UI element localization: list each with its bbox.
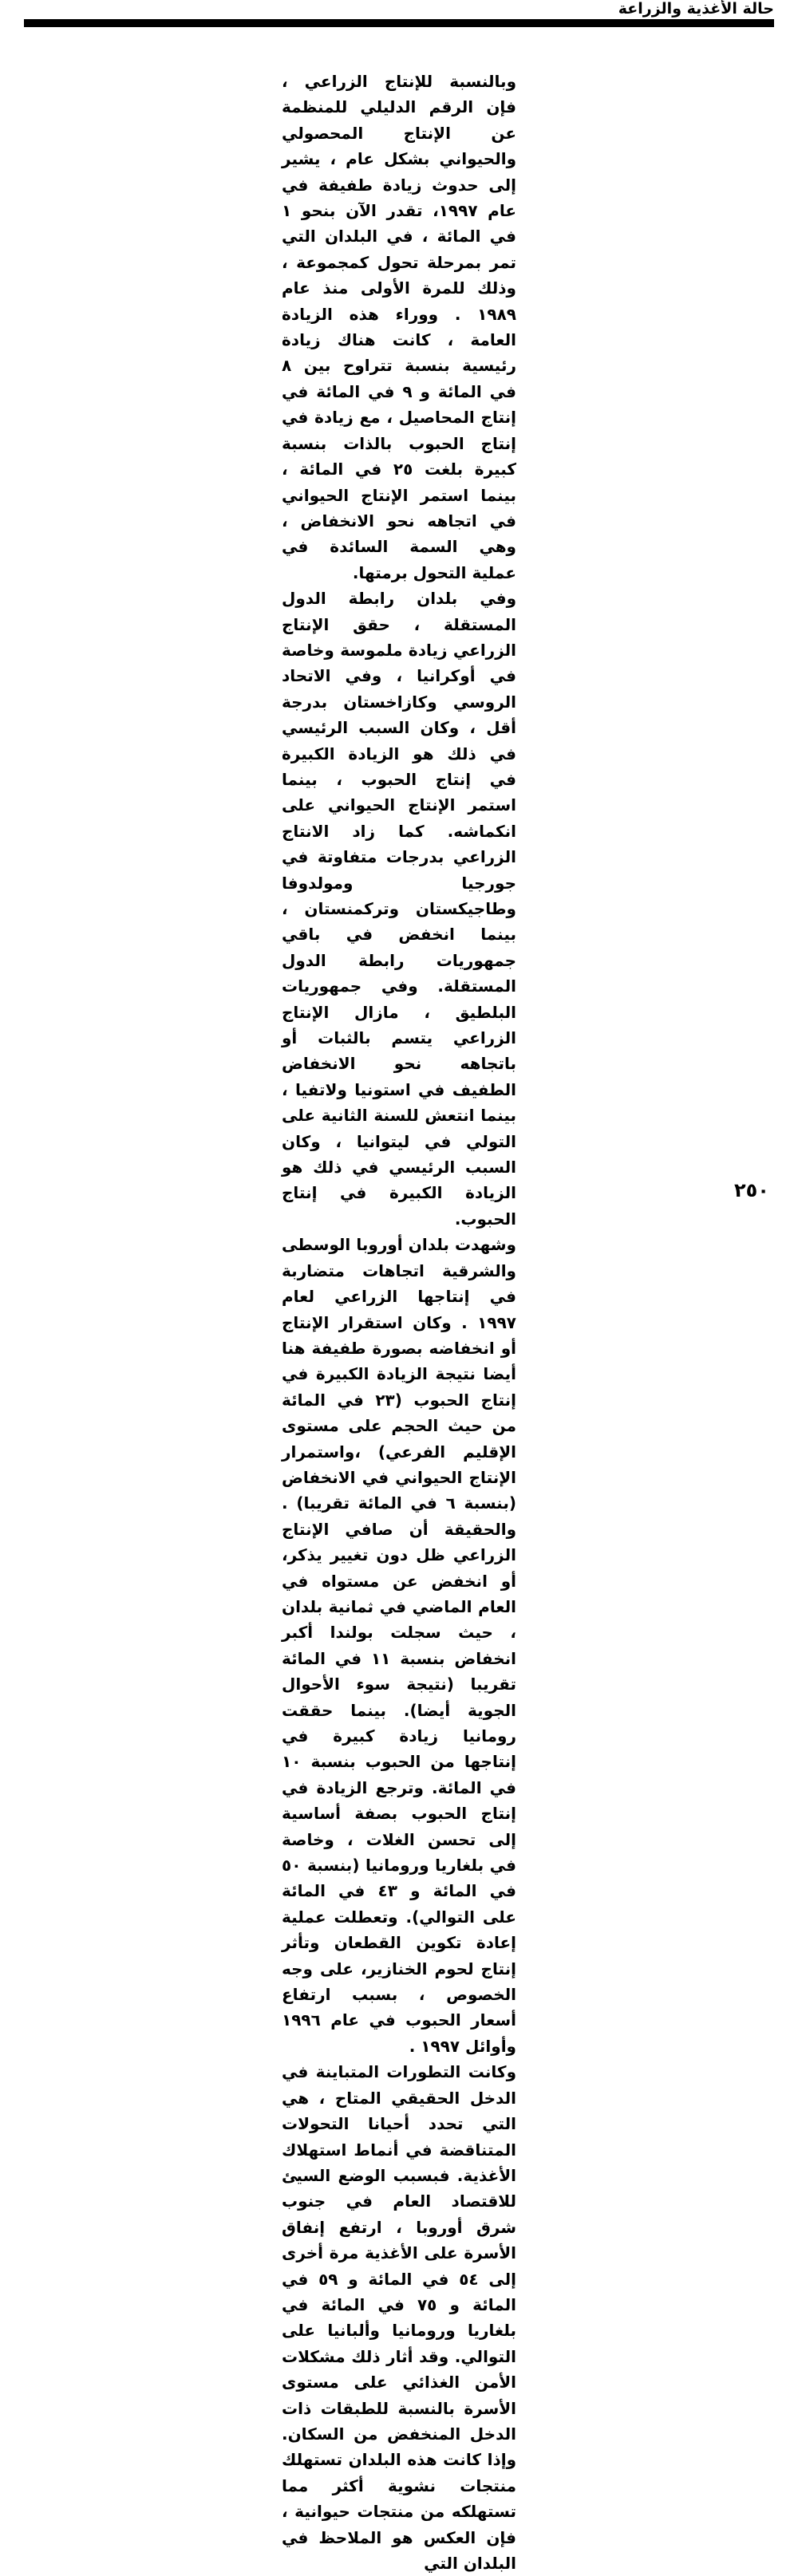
page-number: ٢٥٠ [734,1179,769,1201]
paragraph-3: وشهدت بلدان أوروبا الوسطى والشرقية اتجاهات متضاربة في إنتاجها الزراعي لعام ١٩٩٧ . وكان استقرار الإنتاج أو انخفاضه بصورة طفيفة هنا أيضا نتيجة الزيادة الكبيرة في إنتاج الحبوب (٢٣ في المائة من حيث الحجم على مستوى الإقليم الفرعي) ،واستمرار الإنتاج الحيواني في الانخفاض (بنسبة ٦ في المائة تقريبا) . والحقيقة أن صافي الإنتاج الزراعي ظل دون تغيير يذكر، أو انخفض عن مستواه في العام الماضي في ثمانية بلدان ، حيث سجلت بولندا أكبر انخفاض بنسبة ١١ في المائة تقريبا (نتيجة سوء الأحوال الجوية أيضا). بينما حققت رومانيا زيادة كبيرة في إنتاجها من الحبوب بنسبة ١٠ في المائة. وترجع الزيادة في إنتاج الحبوب بصفة أساسية إلى تحسن الغلات ، وخاصة في بلغاريا ورومانيا (بنسبة ٥٠ في المائة و ٤٣ في المائة على التوالي). وتعطلت عملية إعادة تكوين القطعان وتأثر إنتاج لحوم الخنازير، على وجه الخصوص ، بسبب ارتفاع أسعار الحبوب في عام ١٩٩٦ وأوائل ١٩٩٧ . [282,1235,516,2056]
body-column [282,69,516,2576]
paragraph-1: وبالنسبة للإنتاج الزراعي ، فإن الرقم الدليلي للمنظمة عن الإنتاج المحصولي والحيواني بشكل عام ، يشير إلى حدوث زيادة طفيفة في عام ١٩٩٧، تقدر الآن بنحو ١ في المائة ، في البلدان التي تمر بمرحلة تحول كمجموعة ، وذلك للمرة الأولى منذ عام ١٩٨٩ . ووراء هذه الزيادة العامة ، كانت هناك زيادة رئيسية بنسبة تتراوح بين ٨ في المائة و ٩ في المائة في إنتاج المحاصيل ، مع زيادة في إنتاج الحبوب بالذات بنسبة كبيرة بلغت ٢٥ في المائة ، بينما استمر الإنتاج الحيواني في اتجاهه نحو الانخفاض ، وهي السمة السائدة في عملية التحول برمتها. [282,72,516,582]
paragraph-2: وفي بلدان رابطة الدول المستقلة ، حقق الإنتاج الزراعي زيادة ملموسة وخاصة في أوكرانيا ، وفي الاتحاد الروسي وكازاخستان بدرجة أقل ، وكان السبب الرئيسي في ذلك هو الزيادة الكبيرة في إنتاج الحبوب ، بينما استمر الإنتاج الحيواني على انكماشه. كما زاد الانتاج الزراعي بدرجات متفاوتة في جورجيا ومولدوفا وطاجيكستان وتركمنستان ، بينما انخفض في باقي جمهوريات رابطة الدول المستقلة. وفي جمهوريات البلطيق ، مازال الإنتاج الزراعي يتسم بالثبات أو باتجاهه نحو الانخفاض الطفيف في استونيا ولاتفيا ، بينما انتعش للسنة الثانية على التولي في ليتوانيا ، وكان السبب الرئيسي في ذلك هو الزيادة الكبيرة في إنتاج الحبوب. [282,589,516,1229]
running-header-title: حالة الأغذية والزراعة [618,0,774,18]
paragraph-4: وكانت التطورات المتباينة في الدخل الحقيقي المتاح ، هي التي تحدد أحيانا التحولات المتناقضة في أنماط استهلاك الأغذية. فبسبب الوضع السيئ للاقتصاد العام في جنوب شرق أوروبا ، ارتفع إنفاق الأسرة على الأغذية مرة أخرى إلى ٥٤ في المائة و ٥٩ في المائة و ٧٥ في المائة في بلغاريا ورومانيا وألبانيا على التوالي. وقد أثار ذلك مشكلات الأمن الغذائي على مستوى الأسرة بالنسبة للطبقات ذات الدخل المنخفض من السكان. وإذا كانت هذه البلدان تستهلك منتجات نشوية أكثر مما تستهلكه من منتجات حيوانية ، فإن العكس هو الملاحظ في البلدان التي [282,2062,516,2573]
header-rule [24,19,774,27]
